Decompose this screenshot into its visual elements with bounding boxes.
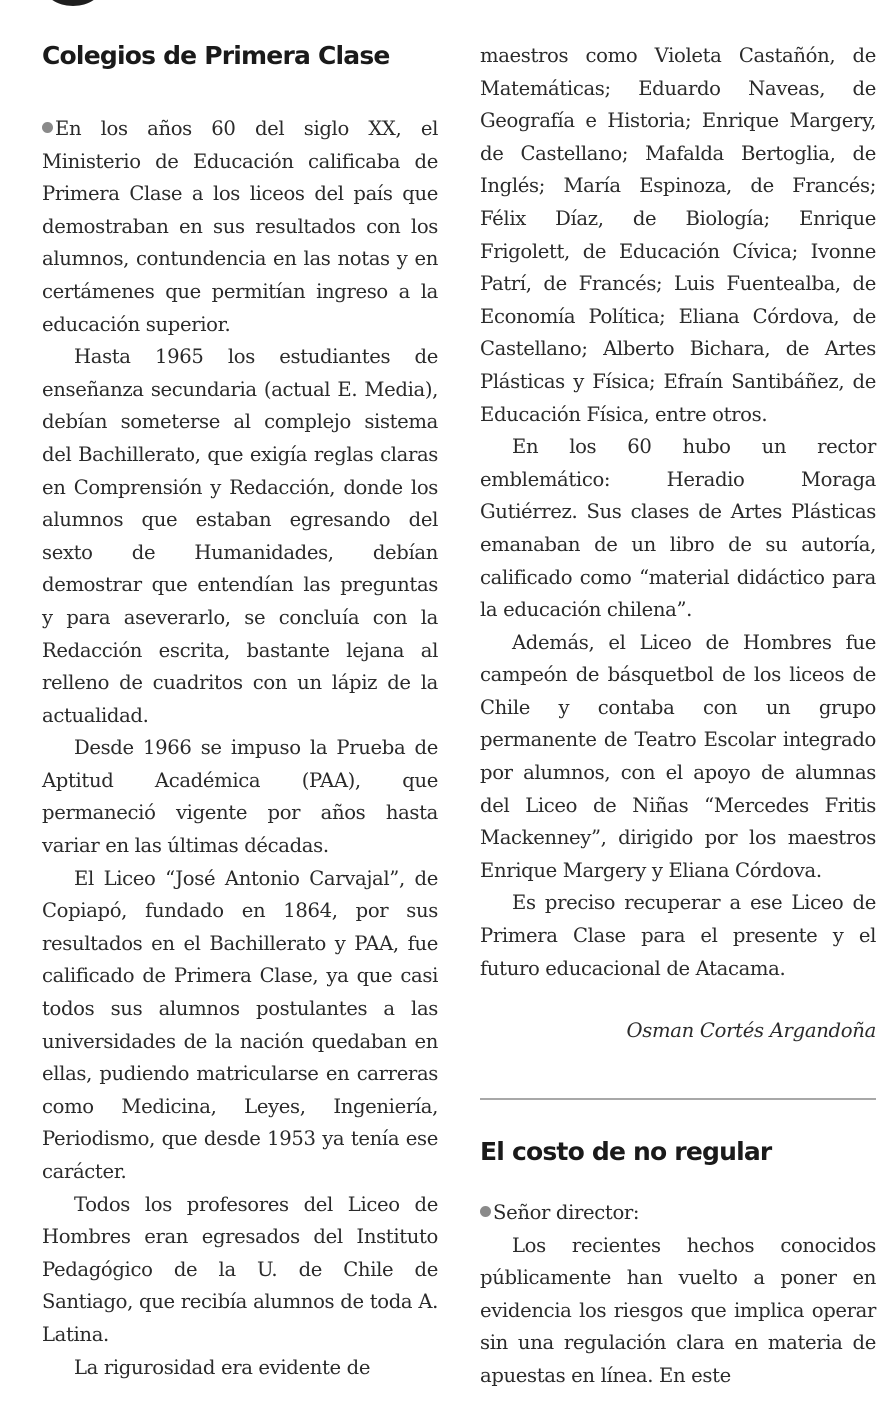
letter1-paragraph: Es preciso recuperar a ese Liceo de Primera Clase para el presente y el futuro educacional de Atacama. xyxy=(480,891,876,980)
letter1-title: Colegios de Primera Clase xyxy=(42,41,390,70)
letter2-title: El costo de no regular xyxy=(480,1137,772,1166)
letter1-paragraph: Todos los profesores del Liceo de Hombres eran egresados del Instituto Pedagógico de la U. de Chile de Santiago, que recibía alumnos de toda A. Latina. xyxy=(42,1192,438,1346)
letter2-paragraph: Los recientes hechos conocidos públicamente han vuelto a poner en evidencia los riesgos que implica operar sin una regulación clara en materia de apuestas en línea. En este xyxy=(480,1233,876,1387)
left-column xyxy=(42,0,438,1384)
letter2 xyxy=(480,1137,876,1393)
letter1-paragraph: En los años 60 del siglo XX, el Ministerio de Educación calificaba de Primera Clase a los liceos del país que demostraban en sus resultados con los alumnos, contundencia en las notas y en certámenes que permitían ingreso a la educación superior. xyxy=(42,117,438,336)
letter1-paragraph: maestros como Violeta Castañón, de Matemáticas; Eduardo Naveas, de Geografía e Historia; Enrique Margery, de Castellano; Mafalda Bertoglia, de Inglés; María Espinoza, de Francés; Félix Díaz, de Biología; Enrique Frigolett, de Educación Cívica; Ivonne Patrí, de Francés; Luis Fuentealba, de Economía Política; Eliana Córdova, de Castellano; Alberto Bichara, de Artes Plásticas y Física; Efraín Santibáñez, de Educación Física, entre otros. xyxy=(480,44,876,426)
bullet-icon xyxy=(480,1206,491,1217)
right-column xyxy=(480,0,876,1042)
letter1-paragraph: El Liceo “José Antonio Carvajal”, de Copiapó, fundado en 1864, por sus resultados en el Bachillerato y PAA, fue calificado de Primera Clase, ya que casi todos sus alumnos postulantes a las universidades de la nación quedaban en ellas, pudiendo matricularse en carreras como Medicina, Leyes, Ingeniería, Periodismo, que desde 1953 ya tenía ese carácter. xyxy=(42,866,438,1183)
letter1-paragraph: Hasta 1965 los estudiantes de enseñanza secundaria (actual E. Media), debían someterse al complejo sistema del Bachillerato, que exigía reglas claras en Comprensión y Redacción, donde los alumnos que estaban egresando del sexto de Humanidades, debían demostrar que entendían las preguntas y para aseverarlo, se concluía con la Redacción escrita, bastante lejana al relleno de cuadritos con un lápiz de la actualidad. xyxy=(42,345,438,727)
letter1-paragraph: En los 60 hubo un rector emblemático: Heradio Moraga Gutiérrez. Sus clases de Artes Plásticas emanaban de un libro de su autoría, calificado como “material didáctico para la educación chilena”. xyxy=(480,435,876,622)
letter1-paragraph: La rigurosidad era evidente de xyxy=(74,1355,371,1379)
letter1-signature: Osman Cortés Argandoña xyxy=(626,1019,876,1043)
letter1-paragraph: Desde 1966 se impuso la Prueba de Aptitud Académica (PAA), que permaneció vigente por años hasta variar en las últimas décadas. xyxy=(42,736,438,858)
bullet-icon xyxy=(42,122,53,133)
letter2-salutation: Señor director: xyxy=(480,1197,876,1230)
section-divider xyxy=(480,1098,876,1100)
letter1-paragraph: Además, el Liceo de Hombres fue campeón de básquetbol de los liceos de Chile y contaba con un grupo permanente de Teatro Escolar integrado por alumnos, con el apoyo de alumnas del Liceo de Niñas “Mercedes Fritis Mackenney”, dirigido por los maestros Enrique Margery y Eliana Córdova. xyxy=(480,630,876,882)
